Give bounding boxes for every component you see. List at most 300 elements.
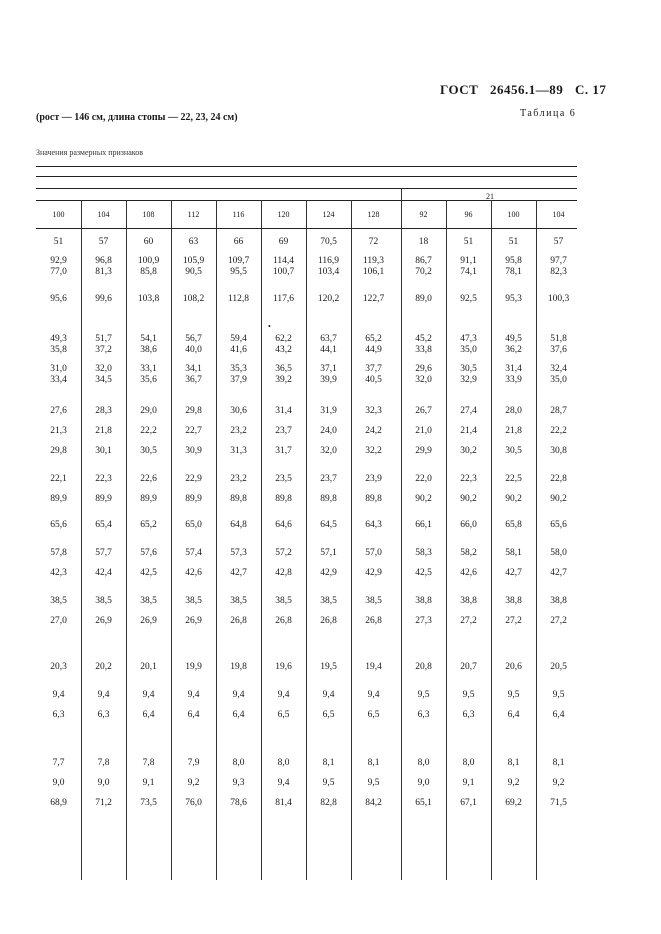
table-column bbox=[171, 200, 216, 808]
table-cell: 95,3 bbox=[505, 294, 522, 304]
table-cell: 26,9 bbox=[140, 616, 157, 626]
header-rule-3 bbox=[36, 188, 577, 189]
header-rule-2 bbox=[36, 176, 577, 177]
table-cell: 22,9 bbox=[185, 474, 202, 484]
table-cell: 38,5 bbox=[185, 596, 202, 606]
table-cell: 8,1 bbox=[507, 758, 520, 768]
table-cell: 42,6 bbox=[460, 568, 477, 578]
table-cell: 65,2 44,9 bbox=[365, 334, 382, 355]
column-header: 120 bbox=[277, 209, 290, 219]
table-cell: 92,5 bbox=[460, 294, 477, 304]
header-rule-top bbox=[36, 166, 577, 167]
table-cell: 9,4 bbox=[187, 690, 200, 700]
table-cell: 9,4 bbox=[367, 690, 380, 700]
table-cell: 119,3 106,1 bbox=[362, 256, 385, 277]
column-divider bbox=[491, 200, 492, 880]
table-cell: 9,5 bbox=[462, 690, 475, 700]
column-divider bbox=[446, 200, 447, 880]
table-cell: 65,8 bbox=[505, 520, 522, 530]
table-cell: 9,4 bbox=[277, 690, 290, 700]
column-header: 108 bbox=[142, 209, 155, 219]
table-cell: 23,5 bbox=[275, 474, 292, 484]
table-cell: 23,2 bbox=[230, 474, 247, 484]
table-cell: 22,5 bbox=[505, 474, 522, 484]
table-cell: 71,5 bbox=[550, 798, 567, 808]
table-cell: 69,2 bbox=[505, 798, 522, 808]
table-cell: 32,0 34,5 bbox=[95, 364, 112, 385]
table-cell: 89,9 bbox=[140, 494, 157, 504]
group-divider bbox=[401, 188, 402, 200]
table-cell: 23,7 bbox=[320, 474, 337, 484]
table-cell: 29,0 bbox=[140, 406, 157, 416]
table-cell: 112,8 bbox=[227, 294, 250, 304]
table-column bbox=[491, 200, 536, 808]
table-cell: 96,8 81,3 bbox=[95, 256, 112, 277]
table-cell: 57,2 bbox=[275, 548, 292, 558]
table-cell: 29,8 bbox=[50, 446, 67, 456]
table-cell: 6,4 bbox=[232, 710, 245, 720]
table-cell: 89,8 bbox=[230, 494, 247, 504]
table-cell: 22,3 bbox=[95, 474, 112, 484]
table-cell: 42,5 bbox=[140, 568, 157, 578]
table-cell: 24,0 bbox=[320, 426, 337, 436]
table-cell: 8,0 bbox=[417, 758, 430, 768]
table-cell: 42,9 bbox=[365, 568, 382, 578]
table-column bbox=[36, 200, 81, 808]
table-cell: 19,6 bbox=[275, 662, 292, 672]
table-cell: 89,8 bbox=[320, 494, 337, 504]
table-cell: 38,5 bbox=[365, 596, 382, 606]
table-cell: 27,0 bbox=[50, 616, 67, 626]
table-cell: 73,5 bbox=[140, 798, 157, 808]
table-cell: 9,4 bbox=[97, 690, 110, 700]
table-cell: 70,5 bbox=[320, 237, 337, 247]
table-cell: 20,5 bbox=[550, 662, 567, 672]
table-cell: 37,1 39,9 bbox=[320, 364, 337, 385]
table-cell: 32,4 35,0 bbox=[550, 364, 567, 385]
table-cell: 65,6 bbox=[550, 520, 567, 530]
column-divider bbox=[306, 200, 307, 880]
table-cell: 6,3 bbox=[97, 710, 110, 720]
table-cell: 7,8 bbox=[97, 758, 110, 768]
table-cell: 114,4 100,7 bbox=[272, 256, 295, 277]
table-column bbox=[401, 200, 446, 808]
table-cell: 8,1 bbox=[367, 758, 380, 768]
table-cell: 26,9 bbox=[185, 616, 202, 626]
table-cell: 38,5 bbox=[95, 596, 112, 606]
column-header: 116 bbox=[232, 209, 245, 219]
table-cell: 38,8 bbox=[460, 596, 477, 606]
table-cell: 20,1 bbox=[140, 662, 157, 672]
column-header: 112 bbox=[187, 209, 200, 219]
table-cell: 30,5 32,9 bbox=[460, 364, 477, 385]
table-cell: 57,0 bbox=[365, 548, 382, 558]
table-cell: 38,8 bbox=[415, 596, 432, 606]
table-cell: 21,8 bbox=[505, 426, 522, 436]
table-cell: 19,4 bbox=[365, 662, 382, 672]
table-column bbox=[261, 200, 306, 808]
table-cell: 6,5 bbox=[277, 710, 290, 720]
table-cell: 34,1 36,7 bbox=[185, 364, 202, 385]
table-cell: 9,5 bbox=[367, 778, 380, 788]
table-cell: 62,2 43,2 bbox=[275, 334, 292, 355]
table-cell: 38,5 bbox=[320, 596, 337, 606]
table-cell: 31,7 bbox=[275, 446, 292, 456]
table-cell: 89,8 bbox=[275, 494, 292, 504]
table-cell: 90,2 bbox=[505, 494, 522, 504]
table-cell: 67,1 bbox=[460, 798, 477, 808]
table-cell: 42,5 bbox=[415, 568, 432, 578]
table-cell: 30,6 bbox=[230, 406, 247, 416]
table-cell: 60 bbox=[143, 237, 154, 247]
table-column bbox=[126, 200, 171, 808]
table-caption: Значения размерных признаков bbox=[36, 148, 144, 157]
table-cell: 9,1 bbox=[462, 778, 475, 788]
table-cell: 27,3 bbox=[415, 616, 432, 626]
table-cell: 42,4 bbox=[95, 568, 112, 578]
table-cell: 21,3 bbox=[50, 426, 67, 436]
table-cell: 66,1 bbox=[415, 520, 432, 530]
column-header: 100 bbox=[52, 209, 65, 219]
table-cell: 59,4 41,6 bbox=[230, 334, 247, 355]
table-cell: 71,2 bbox=[95, 798, 112, 808]
table-cell: 92,9 77,0 bbox=[50, 256, 67, 277]
table-cell: 9,0 bbox=[417, 778, 430, 788]
table-cell: 27,2 bbox=[550, 616, 567, 626]
table-cell: 18 bbox=[418, 237, 429, 247]
column-divider bbox=[351, 200, 352, 880]
dot-mark: • bbox=[268, 322, 271, 331]
table-cell: 122,7 bbox=[362, 294, 385, 304]
table-cell: 28,3 bbox=[95, 406, 112, 416]
table-label: Таблица 6 bbox=[520, 108, 577, 119]
table-cell: 58,3 bbox=[415, 548, 432, 558]
table-cell: 42,3 bbox=[50, 568, 67, 578]
table-cell: 9,3 bbox=[232, 778, 245, 788]
table-cell: 64,5 bbox=[320, 520, 337, 530]
table-cell: 54,1 38,6 bbox=[140, 334, 157, 355]
table-cell: 45,2 33,8 bbox=[415, 334, 432, 355]
table-cell: 69 bbox=[278, 237, 289, 247]
column-header: 124 bbox=[322, 209, 335, 219]
table-cell: 6,4 bbox=[187, 710, 200, 720]
table-cell: 57,7 bbox=[95, 548, 112, 558]
table-cell: 89,9 bbox=[50, 494, 67, 504]
table-cell: 32,2 bbox=[365, 446, 382, 456]
table-cell: 49,3 35,8 bbox=[50, 334, 67, 355]
table-cell: 68,9 bbox=[50, 798, 67, 808]
table-cell: 64,6 bbox=[275, 520, 292, 530]
table-cell: 31,4 bbox=[275, 406, 292, 416]
table-subtitle: (рост — 146 см, длина стопы — 22, 23, 24 см) bbox=[36, 112, 238, 123]
table-cell: 31,4 33,9 bbox=[505, 364, 522, 385]
table-cell: 51,7 37,2 bbox=[95, 334, 112, 355]
table-cell: 117,6 bbox=[272, 294, 295, 304]
table-cell: 26,7 bbox=[415, 406, 432, 416]
table-cell: 28,0 bbox=[505, 406, 522, 416]
table-cell: 32,3 bbox=[365, 406, 382, 416]
table-cell: 30,2 bbox=[460, 446, 477, 456]
table-cell: 103,8 bbox=[137, 294, 160, 304]
table-cell: 30,1 bbox=[95, 446, 112, 456]
table-cell: 9,5 bbox=[507, 690, 520, 700]
table-cell: 65,0 bbox=[185, 520, 202, 530]
table-cell: 9,1 bbox=[142, 778, 155, 788]
table-cell: 64,8 bbox=[230, 520, 247, 530]
table-cell: 32,0 bbox=[320, 446, 337, 456]
table-cell: 58,0 bbox=[550, 548, 567, 558]
table-cell: 19,9 bbox=[185, 662, 202, 672]
table-cell: 26,8 bbox=[275, 616, 292, 626]
table-cell: 76,0 bbox=[185, 798, 202, 808]
table-cell: 42,7 bbox=[550, 568, 567, 578]
table-cell: 63,7 44,1 bbox=[320, 334, 337, 355]
table-cell: 26,9 bbox=[95, 616, 112, 626]
table-cell: 89,0 bbox=[415, 294, 432, 304]
table-cell: 29,6 32,0 bbox=[415, 364, 432, 385]
table-cell: 66 bbox=[233, 237, 244, 247]
table-cell: 9,2 bbox=[552, 778, 565, 788]
group-label: 21 bbox=[486, 192, 494, 201]
table-cell: 7,8 bbox=[142, 758, 155, 768]
table-cell: 9,5 bbox=[322, 778, 335, 788]
table-cell: 8,0 bbox=[462, 758, 475, 768]
table-cell: 6,3 bbox=[417, 710, 430, 720]
column-divider bbox=[261, 200, 262, 880]
table-cell: 42,7 bbox=[230, 568, 247, 578]
column-divider bbox=[126, 200, 127, 880]
table-cell: 90,2 bbox=[415, 494, 432, 504]
table-cell: 8,1 bbox=[552, 758, 565, 768]
table-cell: 38,5 bbox=[230, 596, 247, 606]
table-cell: 29,8 bbox=[185, 406, 202, 416]
table-cell: 58,2 bbox=[460, 548, 477, 558]
table-cell: 47,3 35,0 bbox=[460, 334, 477, 355]
column-divider bbox=[171, 200, 172, 880]
table-cell: 9,4 bbox=[232, 690, 245, 700]
table-cell: 97,7 82,3 bbox=[550, 256, 567, 277]
table-cell: 6,4 bbox=[142, 710, 155, 720]
table-cell: 9,2 bbox=[187, 778, 200, 788]
table-cell: 78,6 bbox=[230, 798, 247, 808]
table-cell: 20,8 bbox=[415, 662, 432, 672]
table-cell: 22,7 bbox=[185, 426, 202, 436]
table-column bbox=[351, 200, 396, 808]
table-cell: 38,5 bbox=[275, 596, 292, 606]
table-cell: 7,7 bbox=[52, 758, 65, 768]
table-cell: 108,2 bbox=[182, 294, 205, 304]
column-header: 104 bbox=[97, 209, 110, 219]
table-cell: 57,3 bbox=[230, 548, 247, 558]
table-cell: 57 bbox=[553, 237, 564, 247]
page-header bbox=[440, 82, 614, 98]
table-cell: 6,4 bbox=[552, 710, 565, 720]
table-cell: 9,0 bbox=[52, 778, 65, 788]
table-cell: 7,9 bbox=[187, 758, 200, 768]
table-cell: 31,3 bbox=[230, 446, 247, 456]
table-cell: 99,6 bbox=[95, 294, 112, 304]
table-cell: 29,9 bbox=[415, 446, 432, 456]
table-cell: 31,0 33,4 bbox=[50, 364, 67, 385]
table-cell: 26,8 bbox=[320, 616, 337, 626]
table-cell: 57,1 bbox=[320, 548, 337, 558]
table-cell: 95,6 bbox=[50, 294, 67, 304]
page-number: С. 17 bbox=[575, 82, 607, 97]
standard-number: 26456.1—89 bbox=[490, 82, 564, 97]
table-cell: 28,7 bbox=[550, 406, 567, 416]
table-cell: 65,4 bbox=[95, 520, 112, 530]
table-cell: 6,4 bbox=[507, 710, 520, 720]
table-cell: 38,8 bbox=[550, 596, 567, 606]
table-cell: 9,4 bbox=[277, 778, 290, 788]
table-cell: 72 bbox=[368, 237, 379, 247]
table-cell: 26,8 bbox=[230, 616, 247, 626]
table-cell: 9,5 bbox=[552, 690, 565, 700]
column-divider bbox=[401, 200, 402, 880]
table-cell: 81,4 bbox=[275, 798, 292, 808]
table-cell: 49,5 36,2 bbox=[505, 334, 522, 355]
table-cell: 6,5 bbox=[322, 710, 335, 720]
table-cell: 90,2 bbox=[460, 494, 477, 504]
table-cell: 57,6 bbox=[140, 548, 157, 558]
table-cell: 9,0 bbox=[97, 778, 110, 788]
table-column bbox=[536, 200, 581, 808]
table-cell: 95,8 78,1 bbox=[505, 256, 522, 277]
table-cell: 38,5 bbox=[50, 596, 67, 606]
table-cell: 82,8 bbox=[320, 798, 337, 808]
table-cell: 27,6 bbox=[50, 406, 67, 416]
table-cell: 20,6 bbox=[505, 662, 522, 672]
table-cell: 42,8 bbox=[275, 568, 292, 578]
table-column bbox=[306, 200, 351, 808]
table-cell: 31,9 bbox=[320, 406, 337, 416]
table-cell: 37,7 40,5 bbox=[365, 364, 382, 385]
table-cell: 65,6 bbox=[50, 520, 67, 530]
table-cell: 23,7 bbox=[275, 426, 292, 436]
table-cell: 33,1 35,6 bbox=[140, 364, 157, 385]
table-cell: 66,0 bbox=[460, 520, 477, 530]
table-cell: 65,1 bbox=[415, 798, 432, 808]
table-cell: 23,9 bbox=[365, 474, 382, 484]
table-cell: 22,2 bbox=[140, 426, 157, 436]
table-cell: 89,8 bbox=[365, 494, 382, 504]
table-cell: 30,5 bbox=[505, 446, 522, 456]
table-cell: 24,2 bbox=[365, 426, 382, 436]
table-cell: 9,2 bbox=[507, 778, 520, 788]
table-cell: 100,9 85,8 bbox=[137, 256, 160, 277]
table-cell: 56,7 40,0 bbox=[185, 334, 202, 355]
table-cell: 51,8 37,6 bbox=[550, 334, 567, 355]
table-cell: 30,9 bbox=[185, 446, 202, 456]
table-cell: 22,2 bbox=[550, 426, 567, 436]
table-cell: 19,8 bbox=[230, 662, 247, 672]
table-cell: 22,0 bbox=[415, 474, 432, 484]
table-cell: 26,8 bbox=[365, 616, 382, 626]
table-cell: 90,2 bbox=[550, 494, 567, 504]
table-cell: 21,0 bbox=[415, 426, 432, 436]
table-column bbox=[216, 200, 261, 808]
table-cell: 6,3 bbox=[462, 710, 475, 720]
table-cell: 20,2 bbox=[95, 662, 112, 672]
table-cell: 89,9 bbox=[95, 494, 112, 504]
table-cell: 20,3 bbox=[50, 662, 67, 672]
table-cell: 100,3 bbox=[547, 294, 570, 304]
table-cell: 27,2 bbox=[460, 616, 477, 626]
table-cell: 27,4 bbox=[460, 406, 477, 416]
table-cell: 51 bbox=[463, 237, 474, 247]
table-cell: 9,4 bbox=[52, 690, 65, 700]
table-cell: 22,1 bbox=[50, 474, 67, 484]
table-cell: 116,9 103,4 bbox=[317, 256, 340, 277]
column-divider bbox=[216, 200, 217, 880]
table-cell: 20,7 bbox=[460, 662, 477, 672]
table-cell: 120,2 bbox=[317, 294, 340, 304]
table-cell: 19,5 bbox=[320, 662, 337, 672]
table-cell: 21,4 bbox=[460, 426, 477, 436]
table-cell: 23,2 bbox=[230, 426, 247, 436]
table-cell: 8,0 bbox=[232, 758, 245, 768]
table-cell: 22,6 bbox=[140, 474, 157, 484]
column-header: 128 bbox=[367, 209, 380, 219]
table-cell: 84,2 bbox=[365, 798, 382, 808]
table-cell: 91,1 74,1 bbox=[460, 256, 477, 277]
table-column bbox=[81, 200, 126, 808]
table-cell: 51 bbox=[53, 237, 64, 247]
table-cell: 9,5 bbox=[417, 690, 430, 700]
table-cell: 42,6 bbox=[185, 568, 202, 578]
table-cell: 109,7 95,5 bbox=[227, 256, 250, 277]
table-cell: 38,5 bbox=[140, 596, 157, 606]
table-cell: 58,1 bbox=[505, 548, 522, 558]
table-cell: 57 bbox=[98, 237, 109, 247]
table-cell: 51 bbox=[508, 237, 519, 247]
table-cell: 57,4 bbox=[185, 548, 202, 558]
table-cell: 65,2 bbox=[140, 520, 157, 530]
table-cell: 105,9 90,5 bbox=[182, 256, 205, 277]
table-cell: 35,3 37,9 bbox=[230, 364, 247, 385]
column-divider bbox=[536, 200, 537, 880]
standard-label: ГОСТ bbox=[440, 82, 479, 97]
table-cell: 30,5 bbox=[140, 446, 157, 456]
table-cell: 6,5 bbox=[367, 710, 380, 720]
table-cell: 64,3 bbox=[365, 520, 382, 530]
table-column bbox=[446, 200, 491, 808]
column-header: 104 bbox=[552, 209, 565, 219]
table-cell: 6,3 bbox=[52, 710, 65, 720]
table-cell: 22,3 bbox=[460, 474, 477, 484]
table-cell: 38,8 bbox=[505, 596, 522, 606]
column-header: 100 bbox=[507, 209, 520, 219]
table-cell: 89,9 bbox=[185, 494, 202, 504]
table-cell: 42,9 bbox=[320, 568, 337, 578]
table-cell: 21,8 bbox=[95, 426, 112, 436]
table-cell: 30,8 bbox=[550, 446, 567, 456]
table-cell: 86,7 70,2 bbox=[415, 256, 432, 277]
column-header: 96 bbox=[464, 209, 473, 219]
table-cell: 63 bbox=[188, 237, 199, 247]
table-cell: 22,8 bbox=[550, 474, 567, 484]
table-cell: 8,1 bbox=[322, 758, 335, 768]
table-cell: 8,0 bbox=[277, 758, 290, 768]
table-cell: 36,5 39,2 bbox=[275, 364, 292, 385]
table-cell: 9,4 bbox=[142, 690, 155, 700]
column-header: 92 bbox=[419, 209, 428, 219]
column-divider bbox=[81, 200, 82, 880]
table-cell: 42,7 bbox=[505, 568, 522, 578]
table-cell: 57,8 bbox=[50, 548, 67, 558]
table-cell: 27,2 bbox=[505, 616, 522, 626]
table-cell: 9,4 bbox=[322, 690, 335, 700]
